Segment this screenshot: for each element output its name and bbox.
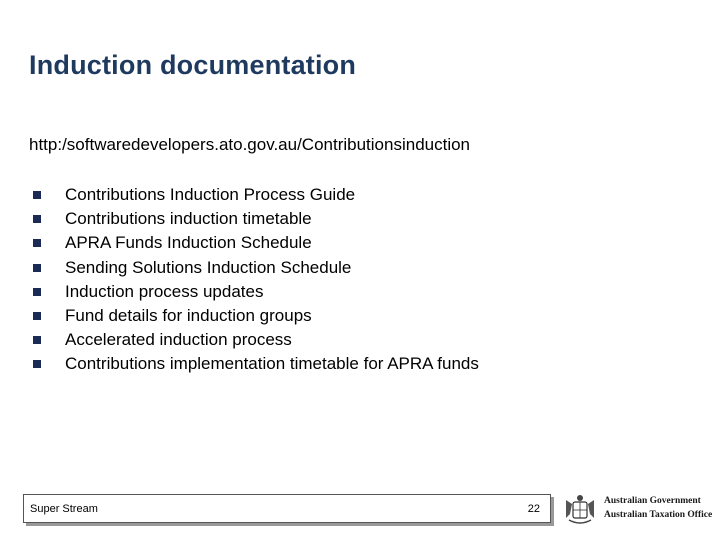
list-item — [29, 352, 479, 376]
square-bullet-icon — [33, 191, 41, 199]
list-item-text: Accelerated induction process — [65, 330, 292, 350]
list-item-text: Sending Solutions Induction Schedule — [65, 257, 352, 277]
list-item-text: Induction process updates — [65, 281, 264, 301]
logo-line-ato: Australian Taxation Office — [604, 510, 713, 520]
square-bullet-icon — [33, 312, 41, 320]
slide-title: Induction documentation — [29, 50, 357, 80]
square-bullet-icon — [33, 239, 41, 247]
coat-of-arms-icon — [560, 488, 600, 528]
square-bullet-icon — [33, 360, 41, 368]
documentation-url[interactable]: http:/softwaredevelopers.ato.gov.au/Contributionsinduction — [29, 135, 471, 154]
list-item — [29, 183, 479, 207]
square-bullet-icon — [33, 288, 41, 296]
square-bullet-icon — [33, 336, 41, 344]
list-item-text: APRA Funds Induction Schedule — [65, 233, 312, 253]
list-item — [29, 328, 479, 352]
footer-bar — [23, 494, 551, 523]
footer-label: Super Stream — [30, 503, 98, 515]
logo-line-government: Australian Government — [604, 496, 701, 506]
square-bullet-icon — [33, 264, 41, 272]
square-bullet-icon — [33, 215, 41, 223]
list-item — [29, 304, 479, 328]
bullet-list — [29, 183, 479, 377]
list-item — [29, 256, 479, 280]
list-item-text: Contributions induction timetable — [65, 209, 312, 229]
page-number: 22 — [527, 503, 540, 515]
list-item-text: Fund details for induction groups — [65, 306, 312, 326]
list-item-text: Contributions implementation timetable for APRA funds — [65, 354, 479, 374]
list-item — [29, 280, 479, 304]
list-item-text: Contributions Induction Process Guide — [65, 185, 356, 205]
government-logo — [560, 488, 713, 528]
list-item — [29, 231, 479, 255]
list-item — [29, 207, 479, 231]
